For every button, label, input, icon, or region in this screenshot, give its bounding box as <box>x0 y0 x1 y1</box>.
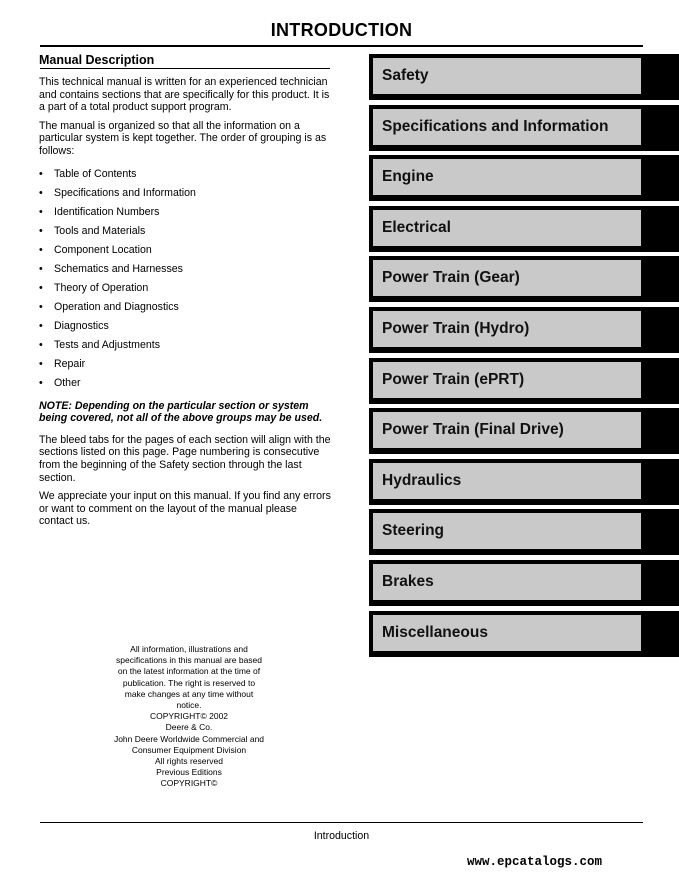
bleed-tab-marker <box>642 509 679 555</box>
bleed-tab-marker <box>642 54 679 100</box>
bleed-tab-marker <box>642 611 679 657</box>
copyright-line: Previous Editions <box>156 767 222 778</box>
section-tab-hydraulics[interactable] <box>369 459 679 505</box>
list-item: • Tools and Materials <box>39 225 334 244</box>
copyright-line: notice. <box>176 700 202 711</box>
bleed-tab-marker <box>642 408 679 454</box>
section-tab-label: Miscellaneous <box>373 615 641 651</box>
section-tab-label: Brakes <box>373 564 641 600</box>
section-tab-power-train-hydro[interactable] <box>369 307 679 353</box>
section-tab-label: Power Train (Final Drive) <box>373 412 641 448</box>
list-item: • Operation and Diagnostics <box>39 301 334 320</box>
list-item: • Schematics and Harnesses <box>39 263 334 282</box>
copyright-line: All rights reserved <box>154 756 224 767</box>
copyright-line: make changes at any time without <box>124 688 254 699</box>
section-tab-specifications[interactable] <box>369 105 679 151</box>
section-tab-power-train-eprt[interactable] <box>369 358 679 404</box>
copyright-line: All information, illustrations and <box>130 644 248 654</box>
section-tab-label: Hydraulics <box>373 463 641 499</box>
manual-description-heading: Manual Description <box>39 53 155 67</box>
section-tab-label: Power Train (Gear) <box>373 260 641 296</box>
copyright-line: COPYRIGHT© 2002 <box>149 711 229 722</box>
list-item: • Repair <box>39 358 334 377</box>
bleed-tab-marker <box>642 459 679 505</box>
section-tab-label: Power Train (ePRT) <box>373 362 641 398</box>
section-tab-label: Power Train (Hydro) <box>373 311 641 347</box>
copyright-line: on the latest information at the time of <box>117 666 261 677</box>
section-tab-brakes[interactable] <box>369 560 679 606</box>
intro-paragraph: This technical manual is written for an experienced technician and contains sections that are specifically for this product. It is a part of a total product support program. <box>39 76 330 114</box>
bleed-tabs-paragraph: The bleed tabs for the pages of each section will align with the sections listed on this page. Page numbering is consecutive from the beginning of the Safety section through the last section. <box>39 433 331 484</box>
list-item: • Table of Contents <box>39 168 334 187</box>
footer-section-label: Introduction <box>313 830 370 842</box>
list-item: • Identification Numbers <box>39 206 334 225</box>
grouping-list <box>39 168 334 396</box>
page-title: INTRODUCTION <box>270 20 413 40</box>
list-item: • Diagnostics <box>39 320 334 339</box>
section-tab-safety[interactable] <box>369 54 679 100</box>
top-rule <box>40 45 643 47</box>
section-tab-label: Steering <box>373 513 641 549</box>
list-item: • Tests and Adjustments <box>39 339 334 358</box>
copyright-notice <box>105 644 273 790</box>
section-tab-label: Electrical <box>373 210 641 246</box>
manual-description <box>39 52 334 534</box>
bleed-tab-marker <box>642 358 679 404</box>
copyright-line: John Deere Worldwide Commercial and <box>113 733 265 744</box>
section-tab-power-train-gear[interactable] <box>369 256 679 302</box>
bleed-tab-marker <box>642 105 679 151</box>
section-tab-power-train-final-drive[interactable] <box>369 408 679 454</box>
list-item: • Specifications and Information <box>39 187 334 206</box>
section-tabs <box>369 54 679 661</box>
copyright-line: Consumer Equipment Division <box>131 744 247 755</box>
list-item: • Component Location <box>39 244 334 263</box>
section-tab-label: Specifications and Information <box>373 109 641 145</box>
section-tab-steering[interactable] <box>369 509 679 555</box>
section-tab-engine[interactable] <box>369 155 679 201</box>
bleed-tab-marker <box>642 307 679 353</box>
list-item: • Other <box>39 377 334 396</box>
copyright-line: specifications in this manual are based <box>116 655 262 666</box>
copyright-line: COPYRIGHT© <box>160 778 218 789</box>
list-item: • Theory of Operation <box>39 282 334 301</box>
bleed-tab-marker <box>642 560 679 606</box>
bleed-tab-marker <box>642 256 679 302</box>
feedback-paragraph: We appreciate your input on this manual. If you find any errors or want to comment on the layout of the manual please contact us. <box>39 490 331 528</box>
copyright-line: publication. The right is reserved to <box>122 677 256 688</box>
footer-rule <box>40 822 643 823</box>
section-tab-miscellaneous[interactable] <box>369 611 679 657</box>
bleed-tab-marker <box>642 206 679 252</box>
copyright-line: Deere & Co. <box>165 722 213 733</box>
section-tab-label: Engine <box>373 159 641 195</box>
watermark: www.epcatalogs.com <box>467 855 603 869</box>
section-tab-electrical[interactable] <box>369 206 679 252</box>
section-tab-label: Safety <box>373 58 641 94</box>
organization-paragraph: The manual is organized so that all the information on a particular system is kept together. The order of grouping is as follows: <box>39 119 327 157</box>
bleed-tab-marker <box>642 155 679 201</box>
note-paragraph: NOTE: Depending on the particular section or system being covered, not all of the above groups may be used. <box>39 399 323 425</box>
